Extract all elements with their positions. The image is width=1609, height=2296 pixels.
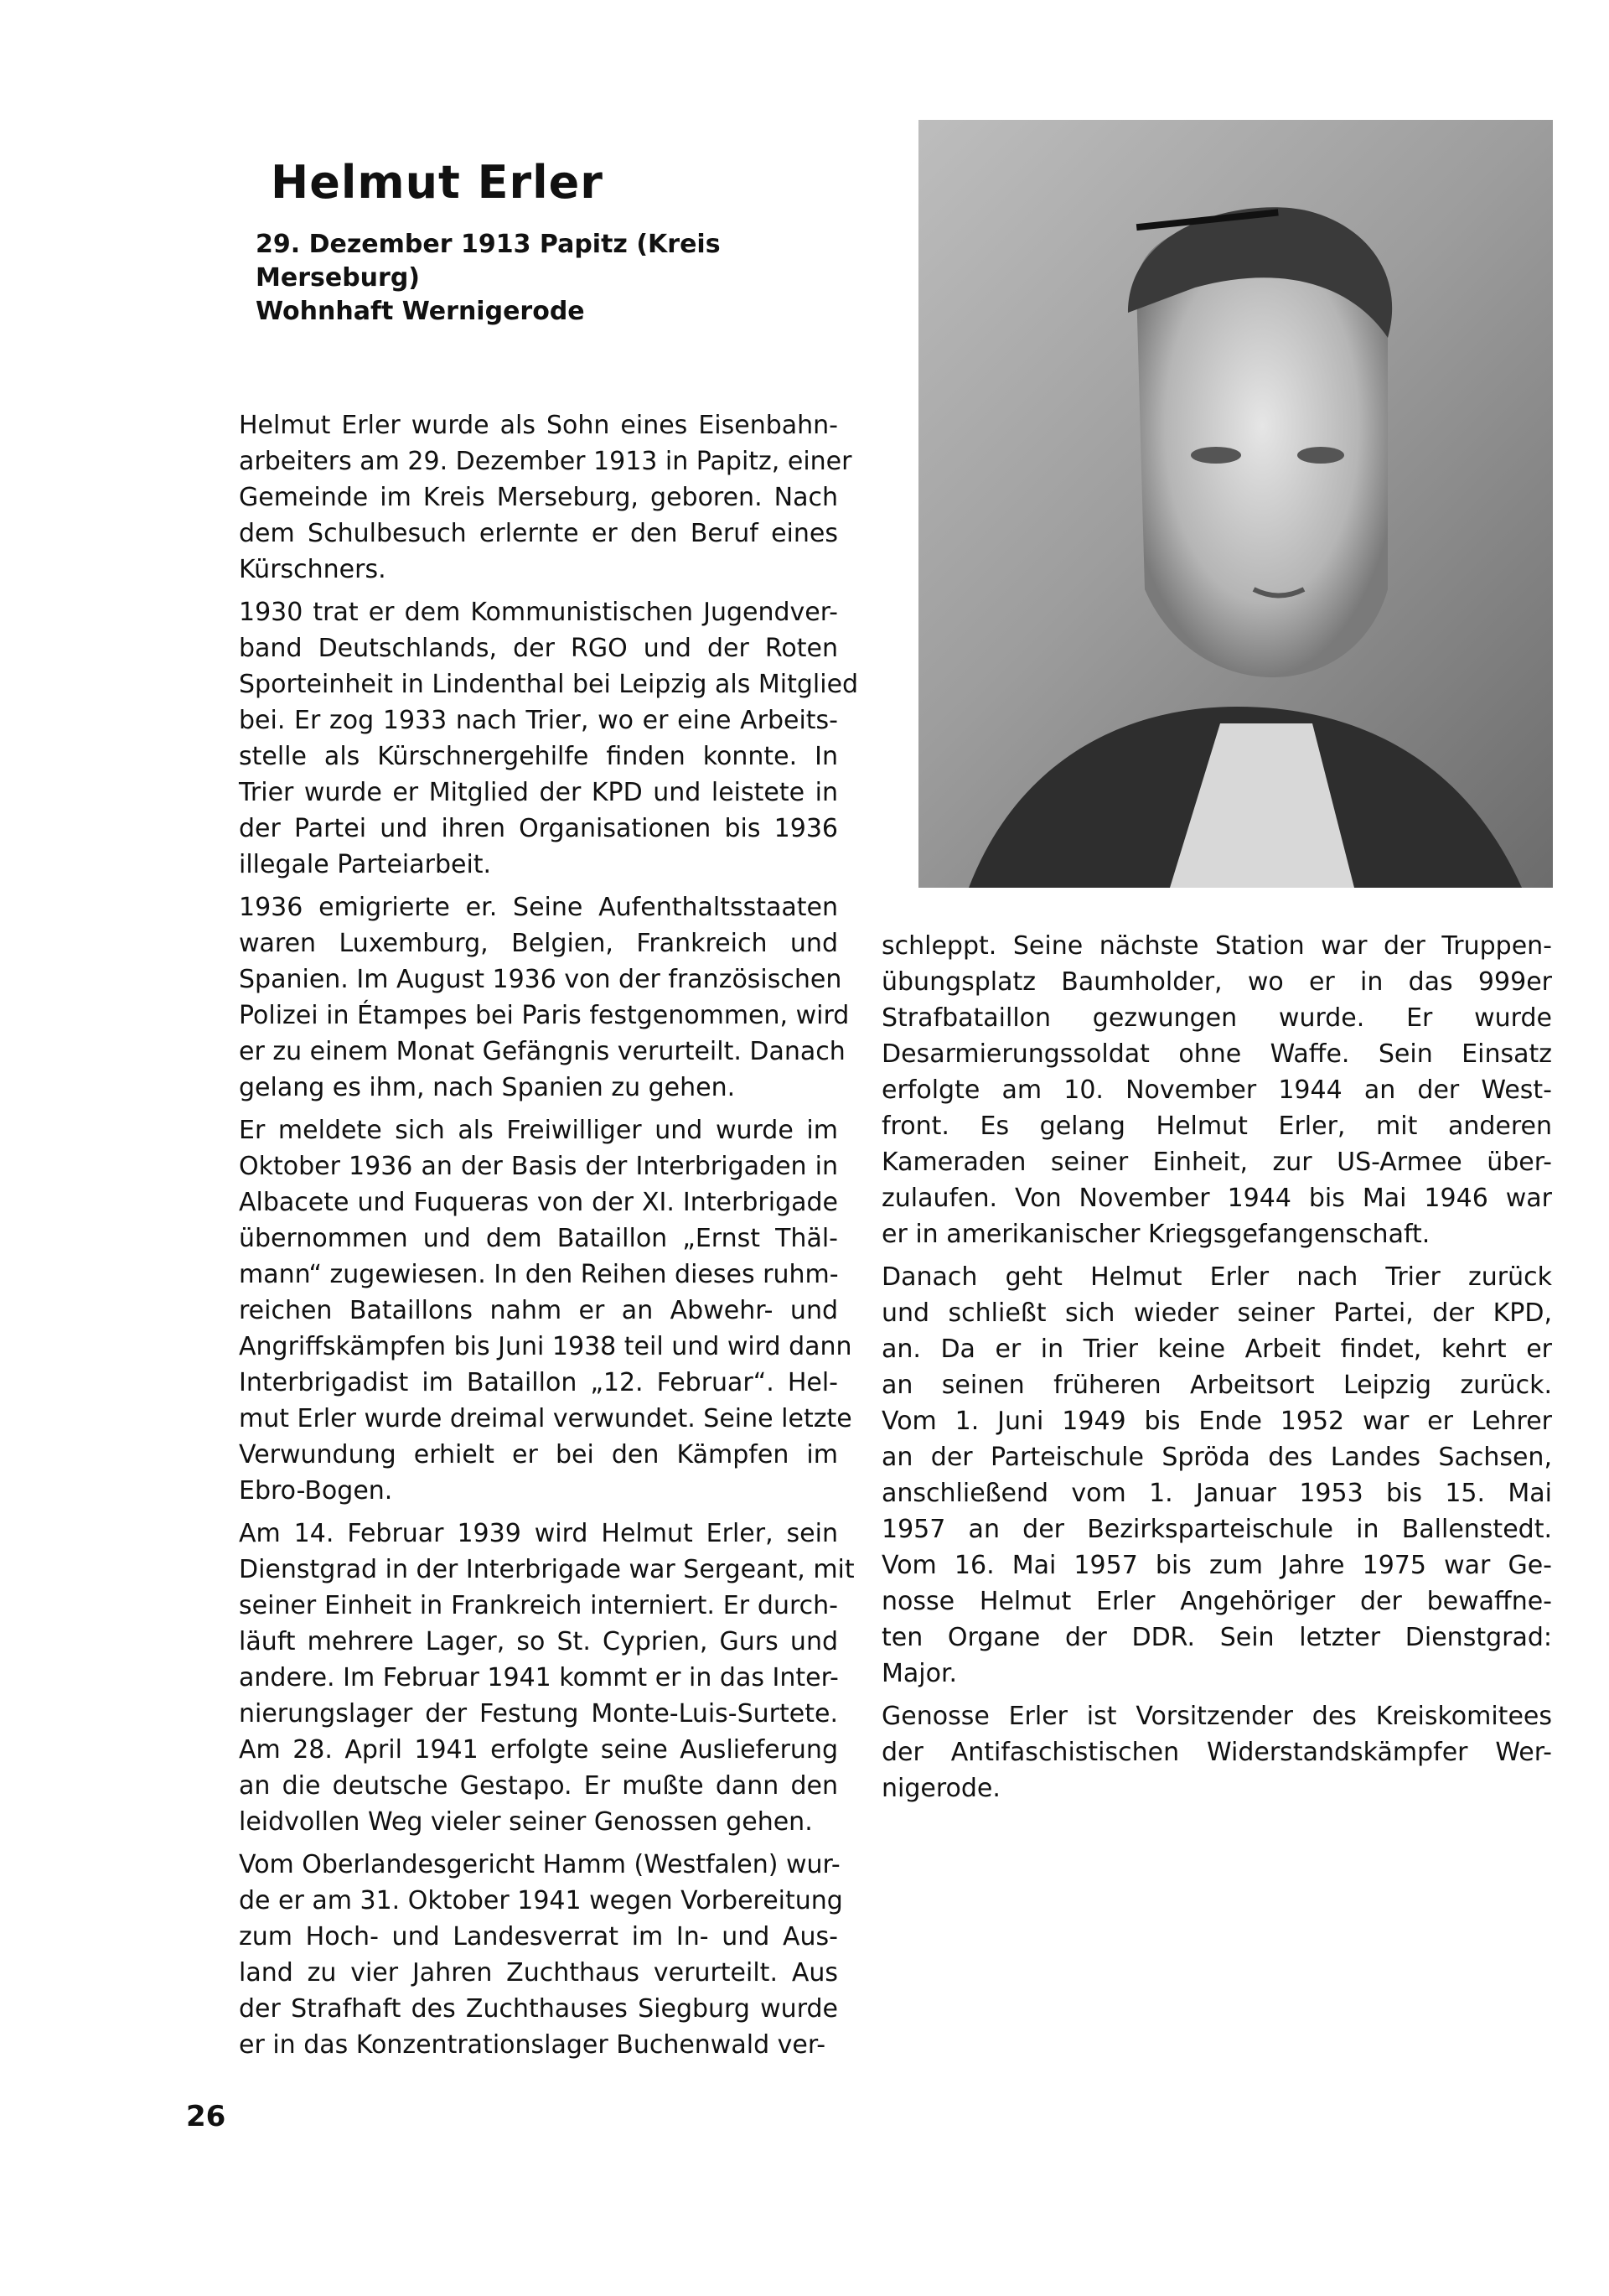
text-line: Desarmierungssoldat ohne Waffe. Sein Einsatz [882,1039,1552,1069]
right-column-text [882,928,1552,1813]
text-line: bei. Er zog 1933 nach Trier, wo er eine Arbeits- [239,706,838,735]
text-line: mann“ zugewiesen. In den Reihen dieses ruhm- [239,1260,839,1289]
text-line: arbeiters am 29. Dezember 1913 in Papitz, einer [239,447,852,476]
text-line: an seinen früheren Arbeitsort Leipzig zurück. [882,1371,1552,1400]
text-line: Vom Oberlandesgericht Hamm (Westfalen) wur- [239,1850,841,1879]
text-line: Vom 16. Mai 1957 bis zum Jahre 1975 war Ge- [882,1551,1552,1580]
text-line: stelle als Kürschnergehilfe finden konnte. In [239,742,838,771]
text-line: Strafbataillon gezwungen wurde. Er wurde [882,1003,1552,1033]
paragraph [239,889,850,1106]
text-line: land zu vier Jahren Zuchthaus verurteilt. Aus [239,1958,838,1988]
text-line: zum Hoch- und Landesverrat im In- und Aus- [239,1922,838,1951]
text-line: illegale Parteiarbeit. [239,850,492,879]
residence-line: Wohnhaft Wernigerode [256,297,585,326]
text-line: 1936 emigrierte er. Seine Aufenthaltsstaaten [239,893,838,922]
text-line: Spanien. Im August 1936 von der französischen [239,965,842,994]
text-line: Oktober 1936 an der Basis der Interbrigaden in [239,1152,838,1181]
text-line: nosse Helmut Erler Angehöriger der bewaffne- [882,1587,1552,1616]
text-line: Danach geht Helmut Erler nach Trier zurück [882,1262,1552,1292]
text-line: andere. Im Februar 1941 kommt er in das Inter- [239,1663,839,1692]
text-line: an. Da er in Trier keine Arbeit findet, kehrt er [882,1335,1552,1364]
text-line: Dienstgrad in der Interbrigade war Sergeant, mit [239,1555,855,1584]
person-name-heading: Helmut Erler [271,156,603,209]
text-line: übernommen und dem Bataillon „Ernst Thäl- [239,1224,838,1253]
text-line: er zu einem Monat Gefängnis verurteilt. Danach [239,1037,846,1066]
text-line: Kürschners. [239,555,386,584]
text-line: leidvollen Weg vieler seiner Genossen gehen. [239,1807,813,1837]
text-line: Gemeinde im Kreis Merseburg, geboren. Nach [239,483,838,512]
paragraph [882,1259,1552,1692]
text-line: zulaufen. Von November 1944 bis Mai 1946 war [882,1184,1552,1213]
text-line: und schließt sich wieder seiner Partei, der KPD, [882,1298,1552,1328]
text-line: front. Es gelang Helmut Erler, mit anderen [882,1112,1552,1141]
birth-line: 29. Dezember 1913 Papitz (Kreis [256,230,721,259]
text-line: mut Erler wurde dreimal verwundet. Seine letzte [239,1404,852,1433]
portrait-photo [918,120,1553,888]
text-line: Am 28. April 1941 erfolgte seine Auslieferung [239,1735,838,1765]
text-line: Am 14. Februar 1939 wird Helmut Erler, sein [239,1519,838,1548]
text-line: läuft mehrere Lager, so St. Cyprien, Gurs und [239,1627,838,1656]
text-line: übungsplatz Baumholder, wo er in das 999er [882,967,1552,997]
paragraph [882,1698,1552,1806]
text-line: der Antifaschistischen Widerstandskämpfer Wer- [882,1738,1552,1767]
subtitle-block [256,228,721,329]
text-line: Major. [882,1659,958,1688]
text-line: erfolgte am 10. November 1944 an der West- [882,1075,1552,1105]
text-line: Verwundung erhielt er bei den Kämpfen im [239,1440,838,1469]
text-line: nigerode. [882,1774,1001,1803]
text-line: Er meldete sich als Freiwilliger und wurde im [239,1116,838,1145]
text-line: waren Luxemburg, Belgien, Frankreich und [239,929,838,958]
text-line: reichen Bataillons nahm er an Abwehr- und [239,1296,838,1325]
text-line: der Partei und ihren Organisationen bis 1936 [239,814,838,843]
paragraph [239,1516,855,1840]
text-line: Polizei in Étampes bei Paris festgenommen, wird [239,1001,850,1030]
text-line: Ebro-Bogen. [239,1476,393,1506]
text-line: anschließend vom 1. Januar 1953 bis 15. Mai [882,1479,1552,1508]
text-line: er in das Konzentrationslager Buchenwald ver- [239,2030,826,2060]
paragraph [239,1112,852,1509]
paragraph [239,594,859,883]
page-number: 26 [186,2100,226,2133]
text-line: Kameraden seiner Einheit, zur US-Armee über- [882,1148,1552,1177]
left-column-text [239,407,859,2070]
text-line: gelang es ihm, nach Spanien zu gehen. [239,1073,736,1102]
text-line: nierungslager der Festung Monte-Luis-Surtete. [239,1699,838,1728]
text-line: 1930 trat er dem Kommunistischen Jugendver- [239,598,838,627]
text-line: dem Schulbesuch erlernte er den Beruf eines [239,519,838,548]
text-line: band Deutschlands, der RGO und der Roten [239,634,838,663]
text-line: ten Organe der DDR. Sein letzter Dienstgrad: [882,1623,1552,1652]
text-line: an der Parteischule Spröda des Landes Sachsen, [882,1443,1552,1472]
text-line: Helmut Erler wurde als Sohn eines Eisenbahn- [239,411,838,440]
text-line: der Strafhaft des Zuchthauses Siegburg wurde [239,1994,838,2024]
paragraph [882,928,1552,1252]
text-line: seiner Einheit in Frankreich interniert. Er durch- [239,1591,838,1620]
text-line: Interbrigadist im Bataillon „12. Februar“. Hel- [239,1368,838,1397]
text-line: er in amerikanischer Kriegsgefangenschaft. [882,1220,1431,1249]
paragraph [239,407,852,588]
text-line: an die deutsche Gestapo. Er mußte dann den [239,1771,838,1801]
text-line: de er am 31. Oktober 1941 wegen Vorbereitung [239,1886,843,1915]
text-line: Sporteinheit in Lindenthal bei Leipzig als Mitglied [239,670,859,699]
text-line: 1957 an der Bezirksparteischule in Ballenstedt. [882,1515,1552,1544]
text-line: Trier wurde er Mitglied der KPD und leistete in [239,778,838,807]
birth-line-cont: Merseburg) [256,263,421,293]
text-line: schleppt. Seine nächste Station war der Truppen- [882,931,1552,961]
text-line: Albacete und Fuqueras von der XI. Interbrigade [239,1188,838,1217]
text-line: Angriffskämpfen bis Juni 1938 teil und wird dann [239,1332,852,1361]
paragraph [239,1847,843,2063]
text-line: Vom 1. Juni 1949 bis Ende 1952 war er Lehrer [882,1407,1552,1436]
text-line: Genosse Erler ist Vorsitzender des Kreiskomitees [882,1702,1552,1731]
